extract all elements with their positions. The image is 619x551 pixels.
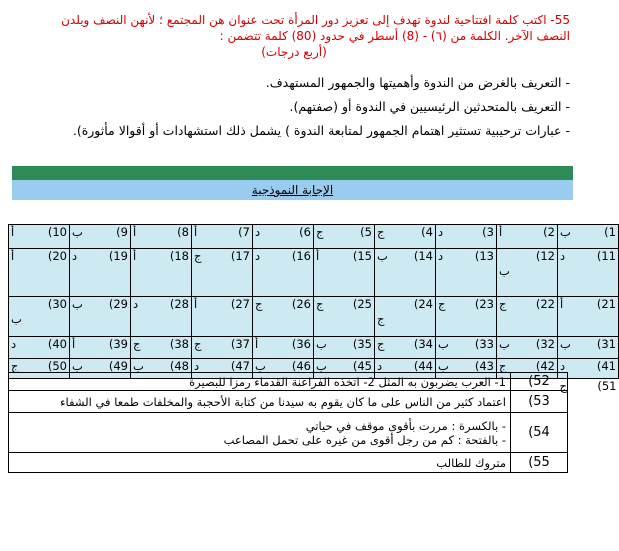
answer-letter: ج: [316, 225, 324, 239]
answer-letter: ج: [316, 297, 324, 311]
answer-letter: ج: [255, 297, 263, 311]
answer-letter: أ: [560, 297, 564, 311]
answer-letter: أ: [194, 297, 198, 311]
question-block: [18, 12, 570, 60]
answer-letter: د: [438, 249, 444, 263]
answer-cell: [70, 297, 131, 337]
answer-cell: [558, 225, 619, 249]
question-number: 47): [230, 359, 250, 373]
answer-cell: [558, 249, 619, 297]
answer-grid-row: [9, 249, 619, 297]
essay-answer-row: [9, 413, 568, 453]
essay-answer-line: - بالكسرة : مررت بأقوى موقف في حياتي: [305, 418, 506, 433]
question-number: 4): [421, 225, 433, 239]
answer-letter: ج: [194, 249, 202, 263]
answer-cell: [70, 337, 131, 359]
answer-letter: ج: [559, 379, 567, 393]
essay-question-number: 52): [511, 373, 568, 391]
question-number: 22): [535, 297, 555, 311]
question-number: 34): [413, 337, 433, 351]
answer-letter: ج: [499, 297, 507, 311]
answer-letter: د: [560, 359, 566, 373]
answer-letter: د: [438, 225, 444, 239]
essay-answer-row: [9, 373, 568, 391]
answer-letter: ج: [11, 359, 19, 373]
question-number: 17): [230, 249, 250, 263]
answer-letter: ب: [133, 359, 144, 373]
essay-answer-text: [9, 413, 511, 453]
answer-cell: [375, 337, 436, 359]
answer-letter: أ: [11, 249, 15, 263]
question-number: 21): [596, 297, 616, 311]
answer-cell: [131, 297, 192, 337]
question-number: 27): [230, 297, 250, 311]
answer-cell: [131, 249, 192, 297]
answer-letter: ب: [316, 359, 327, 373]
answer-letter: ج: [377, 337, 385, 351]
answer-letter: ب: [438, 359, 449, 373]
model-answer-header: [12, 180, 573, 200]
answer-cell: [314, 225, 375, 249]
answer-cell: [436, 297, 497, 337]
answer-cell: [375, 297, 436, 337]
question-number: 49): [108, 359, 128, 373]
question-number: 13): [474, 249, 494, 263]
question-number: 16): [291, 249, 311, 263]
essay-answer-row: [9, 453, 568, 473]
essay-answer-text: [9, 373, 511, 391]
essay-answer-line: متروك للطالب: [436, 455, 506, 470]
question-line: النصف الآخر. الكلمة من (٦) - (8) أسطر في حدود (80) كلمة تتضمن :: [219, 29, 570, 43]
answer-letter: د: [377, 359, 383, 373]
answer-cell: [497, 297, 558, 337]
answer-cell: [375, 249, 436, 297]
answer-cell: [314, 297, 375, 337]
question-number: 19): [108, 249, 128, 263]
answer-letter: د: [560, 249, 566, 263]
question-number: 6): [299, 225, 311, 239]
answer-cell: [436, 249, 497, 297]
answer-letter: د: [194, 359, 200, 373]
question-number: 8): [177, 225, 189, 239]
essay-answer-line: - بالفتحة : كم من رجل أقوى من غيره على تحمل المصاعب: [223, 432, 506, 447]
question-number: 5): [360, 225, 372, 239]
answer-letter: ج: [377, 225, 385, 239]
essay-answers-table: [8, 372, 568, 473]
answer-letter: ب: [560, 337, 571, 351]
answer-letter: ج: [438, 297, 446, 311]
question-number: 50): [47, 359, 67, 373]
question-points: (أربع درجات): [261, 45, 327, 59]
answer-cell: [192, 337, 253, 359]
answer-letter-wrapped: ب: [499, 264, 510, 278]
question-number: 48): [169, 359, 189, 373]
question-number: 1): [604, 225, 616, 239]
question-number: 45): [352, 359, 372, 373]
bullet-item: - عبارات ترحيبية تستثير اهتمام الجمهور لمتابعة الندوة ) يشمل ذلك استشهادات أو أقوالا مأثورة).: [72, 123, 570, 138]
question-number: 30): [47, 297, 67, 311]
answer-cell: [253, 249, 314, 297]
essay-answer-row: [9, 391, 568, 413]
essay-question-number: 54): [511, 413, 568, 453]
question-number: 37): [230, 337, 250, 351]
question-line: 55- اكتب كلمة افتتاحية لندوة تهدف إلى تعزيز دور المرأة تحت عنوان هن المجتمع ؛ لأنهن النصف ويلدن: [61, 13, 570, 27]
answer-cell: [131, 337, 192, 359]
question-number: 15): [352, 249, 372, 263]
answer-grid-row: [9, 337, 619, 359]
question-number: 32): [535, 337, 555, 351]
answer-cell: [436, 225, 497, 249]
question-number: 10): [47, 225, 67, 239]
answer-letter: ب: [438, 337, 449, 351]
question-number: 38): [169, 337, 189, 351]
answer-letter: ج: [499, 359, 507, 373]
answer-cell: [497, 249, 558, 297]
answer-cell: [9, 249, 70, 297]
answer-cell: [131, 225, 192, 249]
answer-cell: [314, 249, 375, 297]
answer-cell: [436, 337, 497, 359]
answer-cell: [314, 337, 375, 359]
answer-letter: د: [133, 297, 139, 311]
answer-grid-row: [9, 225, 619, 249]
answer-letter: ب: [560, 225, 571, 239]
bullet-item: - التعريف بالغرض من الندوة وأهميتها والجمهور المستهدف.: [265, 75, 570, 90]
answer-letter: أ: [11, 225, 15, 239]
question-number: 24): [413, 297, 433, 311]
question-number: 31): [596, 337, 616, 351]
question-number: 7): [238, 225, 250, 239]
answer-letter: أ: [194, 225, 198, 239]
question-number: 26): [291, 297, 311, 311]
essay-answer-text: [9, 391, 511, 413]
answer-letter: ب: [316, 337, 327, 351]
answer-letter: أ: [133, 225, 137, 239]
answer-cell: [192, 249, 253, 297]
answer-letter: أ: [316, 249, 320, 263]
answer-letter: د: [255, 225, 261, 239]
answer-cell: [9, 225, 70, 249]
question-number: 42): [535, 359, 555, 373]
answer-letter: د: [255, 249, 261, 263]
answer-key-grid: [8, 224, 619, 395]
answer-letter: ج: [133, 337, 141, 351]
answer-cell: [9, 297, 70, 337]
answer-letter: ب: [255, 359, 266, 373]
answer-cell: [253, 337, 314, 359]
question-number: 2): [543, 225, 555, 239]
answer-cell: [375, 225, 436, 249]
question-number: 51): [597, 379, 617, 393]
question-number: 25): [352, 297, 372, 311]
essay-answer-line: 1- العرب يضربون به المثل 2- اتخذه الفراعنة القدماء رمزا للبصيرة: [189, 374, 506, 389]
question-number: 12): [535, 249, 555, 263]
answer-cell: [558, 337, 619, 359]
question-number: 14): [413, 249, 433, 263]
essay-question-number: 55): [511, 453, 568, 473]
answer-letter: د: [72, 249, 78, 263]
question-number: 29): [108, 297, 128, 311]
question-number: 20): [47, 249, 67, 263]
question-number: 11): [596, 249, 616, 263]
answer-cell: [70, 249, 131, 297]
essay-answer-text: [9, 453, 511, 473]
question-number: 40): [47, 337, 67, 351]
answer-cell: [497, 337, 558, 359]
answer-cell: [9, 337, 70, 359]
question-number: 18): [169, 249, 189, 263]
answer-letter: أ: [255, 337, 259, 351]
model-answer-title: الإجابة النموذجية: [251, 183, 334, 197]
question-number: 28): [169, 297, 189, 311]
answer-grid-row: [9, 297, 619, 337]
answer-letter: ج: [194, 337, 202, 351]
question-number: 35): [352, 337, 372, 351]
bullet-item: - التعريف بالمتحدثين الرئيسيين في الندوة أو (صفتهم).: [289, 99, 570, 114]
answer-letter: ب: [499, 337, 510, 351]
question-number: 23): [474, 297, 494, 311]
essay-answer-line: اعتماد كثير من الناس على ما كان يقوم به سيدنا من كتابة الأحجبة والمخلفات طمعا في الشفاء: [60, 394, 506, 409]
answer-letter: د: [11, 337, 17, 351]
question-number: 46): [291, 359, 311, 373]
question-number: 43): [474, 359, 494, 373]
answer-cell: [253, 297, 314, 337]
question-number: 3): [482, 225, 494, 239]
answer-cell: [192, 225, 253, 249]
question-number: 41): [596, 359, 616, 373]
answer-cell: [70, 225, 131, 249]
answer-cell: [558, 297, 619, 337]
answer-letter: أ: [499, 225, 503, 239]
question-number: 39): [108, 337, 128, 351]
answer-cell: [497, 225, 558, 249]
answer-cell: [253, 225, 314, 249]
answer-cell: [192, 297, 253, 337]
question-number: 36): [291, 337, 311, 351]
question-number: 9): [116, 225, 128, 239]
answer-letter: أ: [72, 337, 76, 351]
answer-letter: ب: [72, 297, 83, 311]
answer-letter: ب: [72, 359, 83, 373]
section-divider-bar: [12, 166, 573, 180]
essay-question-number: 53): [511, 391, 568, 413]
answer-letter: أ: [133, 249, 137, 263]
question-number: 44): [413, 359, 433, 373]
answer-letter-wrapped: ج: [377, 312, 385, 326]
answer-letter-wrapped: ب: [11, 312, 22, 326]
answer-letter: ب: [72, 225, 83, 239]
answer-letter: ب: [377, 249, 388, 263]
question-number: 33): [474, 337, 494, 351]
